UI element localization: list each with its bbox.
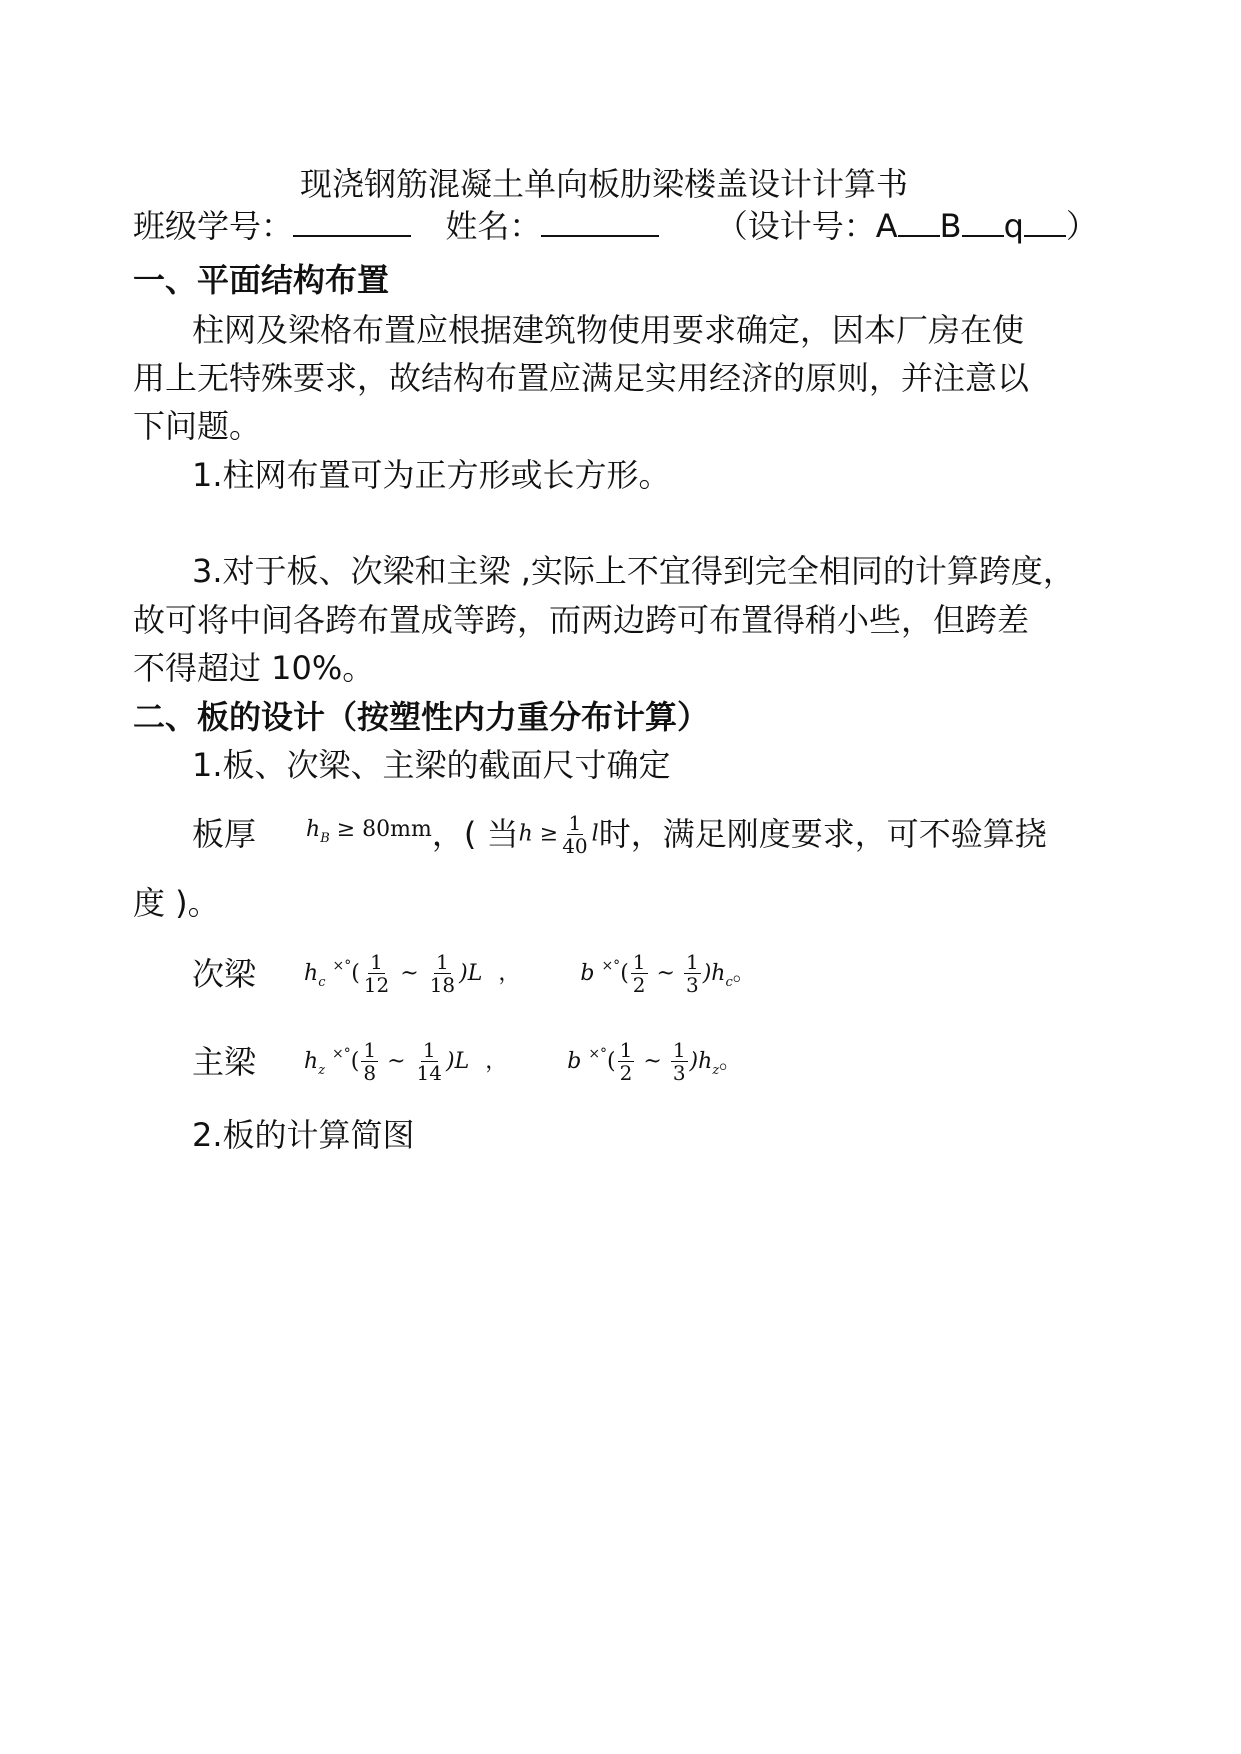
design-no-label: （设计号：A — [715, 207, 898, 245]
design-b-label: B — [939, 207, 962, 245]
period: 。 — [719, 1049, 742, 1074]
secondary-beam-height-formula: $h_c$ ×°( $\frac{1}{12}$ ~ $\frac{1}{18}$ )L — [304, 950, 483, 997]
period: 。 — [732, 961, 755, 986]
slab-text3: 度 )。 — [133, 884, 220, 922]
student-info-line — [133, 205, 1098, 246]
design-q-label: q — [1003, 207, 1024, 245]
class-id-label: 班级学号： — [133, 207, 294, 245]
secondary-beam-line — [192, 946, 755, 1002]
section2-heading: 二、板的设计（按塑性内力重分布计算） — [133, 698, 710, 736]
secondary-beam-label: 次梁 — [192, 955, 257, 993]
sec1-item3-line2: 故可将中间各跨布置成等跨，而两边跨可布置得稍小些，但跨差 — [133, 601, 1030, 639]
sec1-item1: 1.柱网布置可为正方形或长方形。 — [192, 456, 671, 494]
slab-label: 板厚 — [192, 815, 257, 853]
section1-heading: 一、平面结构布置 — [133, 261, 390, 299]
design-b-blank[interactable] — [962, 205, 1004, 237]
slab-condition: h ≥ $\frac{1}{40}$ l — [518, 810, 599, 858]
document-title: 现浇钢筋混凝土单向板肋梁楼盖设计计算书 — [300, 165, 909, 203]
sec1-para-line1: 柱网及梁格布置应根据建筑物使用要求确定，因本厂房在使 — [192, 311, 1025, 349]
design-q-blank[interactable] — [1024, 205, 1066, 237]
sec1-para-line3: 下问题。 — [133, 407, 262, 445]
main-beam-width-formula: b ×°( $\frac{1}{2}$ ~ $\frac{1}{3}$ )$h_z$ — [567, 1038, 720, 1085]
slab-formula: $h_B \ge 80mm$ — [306, 816, 432, 846]
comma: ， — [498, 961, 521, 986]
sec2-item1: 1.板、次梁、主梁的截面尺寸确定 — [192, 746, 671, 784]
main-beam-height-formula: $h_z$ ×°( $\frac{1}{8}$ ~ $\frac{1}{14}$ )L — [304, 1038, 470, 1085]
sec1-item3-line1: 3.对于板、次梁和主梁 ,实际上不宜得到完全相同的计算跨度， — [192, 552, 1075, 590]
main-beam-label: 主梁 — [192, 1043, 257, 1081]
class-id-blank[interactable] — [293, 205, 411, 237]
comma: ， — [485, 1049, 508, 1074]
slab-text1: ，( 当 — [431, 815, 519, 853]
sec1-para-line2: 用上无特殊要求，故结构布置应满足实用经济的原则，并注意以 — [133, 359, 1030, 397]
slab-text2: 时，满足刚度要求，可不验算挠 — [598, 815, 1047, 853]
design-a-blank[interactable] — [898, 205, 940, 237]
design-close: ） — [1065, 207, 1098, 245]
sec2-item2: 2.板的计算简图 — [192, 1116, 415, 1154]
slab-thickness-line — [192, 806, 1047, 862]
sec1-item3-line3: 不得超过 10%。 — [133, 649, 375, 687]
name-label: 姓名： — [445, 207, 542, 245]
main-beam-line — [192, 1034, 741, 1090]
name-blank[interactable] — [541, 205, 659, 237]
secondary-beam-width-formula: b ×°( $\frac{1}{2}$ ~ $\frac{1}{3}$ )$h_c$ — [580, 950, 733, 997]
